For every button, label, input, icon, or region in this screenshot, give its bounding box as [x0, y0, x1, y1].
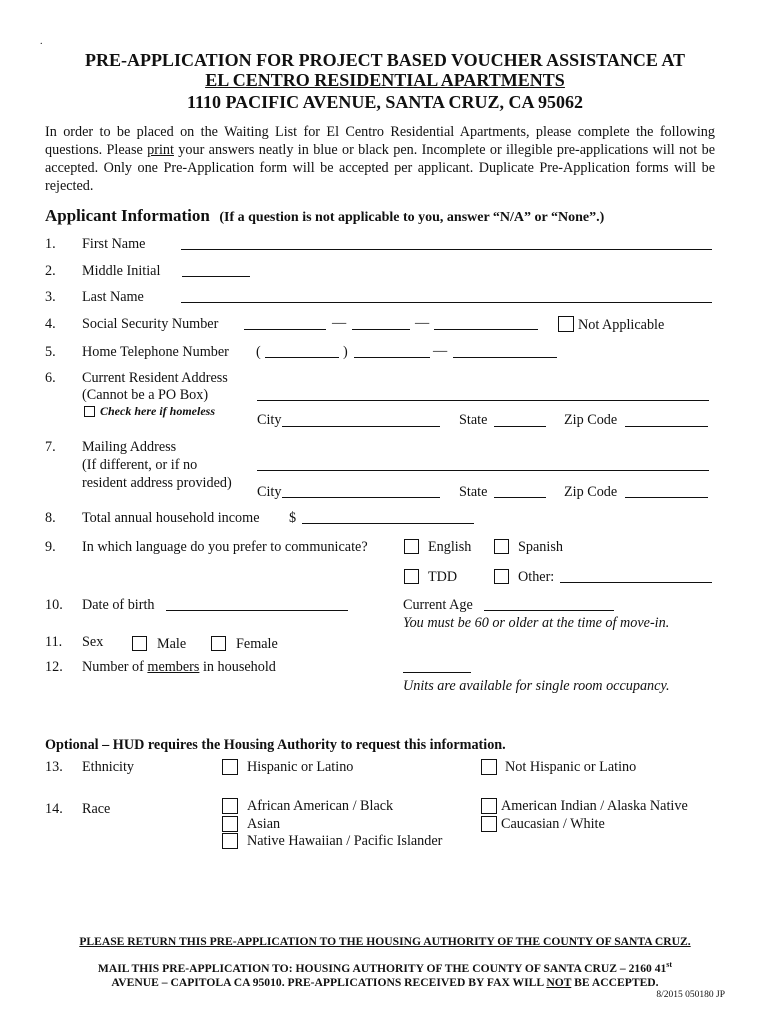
other-language-label: Other:: [518, 569, 555, 585]
income-field[interactable]: [302, 523, 474, 524]
current-city-label: City: [257, 412, 282, 428]
race-label: Race: [82, 801, 111, 817]
last-name-field[interactable]: [181, 302, 712, 303]
item-number-5: 5.: [45, 344, 56, 360]
ssn-part2-field[interactable]: [352, 329, 410, 330]
current-zip-field[interactable]: [625, 426, 708, 427]
sex-label: Sex: [82, 634, 104, 650]
not-hispanic-checkbox[interactable]: [481, 759, 497, 775]
phone-open-paren: (: [256, 344, 261, 360]
phone-close-paren: ): [343, 344, 348, 360]
household-members-field[interactable]: [403, 672, 471, 673]
asian-checkbox[interactable]: [222, 816, 238, 832]
male-label: Male: [157, 636, 187, 652]
item-number-3: 3.: [45, 289, 56, 305]
african-american-label: African American / Black: [247, 798, 394, 814]
current-city-field[interactable]: [282, 426, 440, 427]
current-address-street-field[interactable]: [257, 400, 709, 401]
mailing-address-note-1: (If different, or if no: [82, 457, 198, 473]
ssn-not-applicable-checkbox[interactable]: [558, 316, 574, 332]
household-members-label: Number of members in household: [82, 659, 276, 675]
caucasian-label: Caucasian / White: [501, 816, 605, 832]
dob-label: Date of birth: [82, 597, 155, 613]
stray-mark: .: [40, 36, 43, 47]
african-american-checkbox[interactable]: [222, 798, 238, 814]
form-revision-stamp: 8/2015 050180 JP: [656, 990, 725, 1000]
other-language-checkbox[interactable]: [494, 569, 509, 584]
current-zip-label: Zip Code: [564, 412, 618, 428]
asian-label: Asian: [247, 816, 281, 832]
mailing-address-label: Mailing Address: [82, 439, 177, 455]
middle-initial-label: Middle Initial: [82, 263, 161, 279]
mail-instruction-line2: AVENUE – CAPITOLA CA 95010. PRE-APPLICATIONS RECEIVED BY FAX WILL NOT BE ACCEPTED.: [111, 976, 659, 989]
homeless-checkbox[interactable]: [84, 406, 95, 417]
return-instruction: PLEASE RETURN THIS PRE-APPLICATION TO THE HOUSING AUTHORITY OF THE COUNTY OF SANTA CRUZ.: [79, 935, 691, 948]
section-heading: Applicant Information (If a question is not applicable to you, answer “N/A” or “None”.): [45, 206, 605, 225]
age-requirement-note: You must be 60 or older at the time of move-in.: [403, 615, 670, 631]
english-label: English: [428, 539, 472, 555]
item-number-4: 4.: [45, 316, 56, 332]
form-title-line1: PRE-APPLICATION FOR PROJECT BASED VOUCHER ASSISTANCE AT: [84, 50, 686, 70]
phone-prefix-field[interactable]: [354, 357, 430, 358]
mailing-state-field[interactable]: [494, 497, 546, 498]
caucasian-checkbox[interactable]: [481, 816, 497, 832]
income-label: Total annual household income: [82, 510, 260, 526]
ethnicity-label: Ethnicity: [82, 759, 135, 775]
form-title-line3: 1110 PACIFIC AVENUE, SANTA CRUZ, CA 95062: [186, 92, 584, 112]
spanish-label: Spanish: [518, 539, 563, 555]
ssn-part3-field[interactable]: [434, 329, 538, 330]
ssn-not-applicable-label: Not Applicable: [578, 317, 665, 333]
item-number-8: 8.: [45, 510, 56, 526]
language-label: In which language do you prefer to communicate?: [82, 539, 368, 555]
native-hawaiian-checkbox[interactable]: [222, 833, 238, 849]
phone-dash: —: [433, 343, 448, 359]
american-indian-checkbox[interactable]: [481, 798, 497, 814]
tdd-checkbox[interactable]: [404, 569, 419, 584]
mailing-zip-field[interactable]: [625, 497, 708, 498]
native-hawaiian-label: Native Hawaiian / Pacific Islander: [247, 833, 443, 849]
item-number-11: 11.: [45, 634, 63, 650]
item-number-13: 13.: [45, 759, 63, 775]
home-phone-label: Home Telephone Number: [82, 344, 229, 360]
item-number-1: 1.: [45, 236, 56, 252]
item-number-12: 12.: [45, 659, 63, 675]
phone-line-field[interactable]: [453, 357, 557, 358]
tdd-label: TDD: [428, 569, 458, 585]
spanish-checkbox[interactable]: [494, 539, 509, 554]
ssn-part1-field[interactable]: [244, 329, 326, 330]
form-title-line2: EL CENTRO RESIDENTIAL APARTMENTS: [205, 70, 565, 90]
american-indian-label: American Indian / Alaska Native: [501, 798, 688, 814]
current-address-note: (Cannot be a PO Box): [82, 387, 209, 403]
phone-area-code-field[interactable]: [265, 357, 339, 358]
mail-instruction-line1: MAIL THIS PRE-APPLICATION TO: HOUSING AUTHORITY OF THE COUNTY OF SANTA CRUZ – 2160 41st: [97, 960, 673, 975]
ssn-label: Social Security Number: [82, 316, 219, 332]
item-number-2: 2.: [45, 263, 56, 279]
instructions-paragraph: In order to be placed on the Waiting List for El Centro Residential Apartments, please complete the following questions. Please print your answers neatly in blue or black pen. Incomplete or illegible pre-applications will not be accepted. Only one Pre-Application form will be accepted per applicant. Duplicate Pre-Application forms will be rejected.: [45, 124, 715, 194]
units-note: Units are available for single room occupancy.: [403, 678, 670, 694]
item-number-14: 14.: [45, 801, 63, 817]
mailing-zip-label: Zip Code: [564, 484, 618, 500]
female-label: Female: [236, 636, 278, 652]
current-state-label: State: [459, 412, 488, 428]
current-state-field[interactable]: [494, 426, 546, 427]
item-number-10: 10.: [45, 597, 63, 613]
mailing-address-note-2: resident address provided): [82, 475, 232, 491]
middle-initial-field[interactable]: [182, 276, 250, 277]
section-note: (If a question is not applicable to you, answer “N/A” or “None”.): [219, 210, 605, 225]
optional-hud-heading: Optional – HUD requires the Housing Authority to request this information.: [45, 737, 506, 753]
not-hispanic-label: Not Hispanic or Latino: [505, 759, 637, 775]
mailing-address-street-field[interactable]: [257, 470, 709, 471]
current-address-label: Current Resident Address: [82, 370, 228, 386]
female-checkbox[interactable]: [211, 636, 226, 651]
item-number-7: 7.: [45, 439, 56, 455]
print-emphasis: print: [147, 142, 174, 158]
homeless-label: Check here if homeless: [100, 404, 215, 418]
last-name-label: Last Name: [82, 289, 144, 305]
current-age-field[interactable]: [484, 610, 614, 611]
dollar-sign: $: [289, 510, 297, 526]
item-number-6: 6.: [45, 370, 56, 386]
ssn-dash-1: —: [332, 315, 347, 331]
dob-field[interactable]: [166, 610, 348, 611]
item-number-9: 9.: [45, 539, 56, 555]
other-language-field[interactable]: [560, 582, 712, 583]
hispanic-checkbox[interactable]: [222, 759, 238, 775]
mailing-city-field[interactable]: [282, 497, 440, 498]
mailing-city-label: City: [257, 484, 282, 500]
male-checkbox[interactable]: [132, 636, 147, 651]
mailing-state-label: State: [459, 484, 488, 500]
first-name-field[interactable]: [181, 249, 712, 250]
first-name-label: First Name: [82, 236, 146, 252]
current-age-label: Current Age: [403, 597, 473, 613]
hispanic-label: Hispanic or Latino: [247, 759, 354, 775]
english-checkbox[interactable]: [404, 539, 419, 554]
ssn-dash-2: —: [415, 315, 430, 331]
